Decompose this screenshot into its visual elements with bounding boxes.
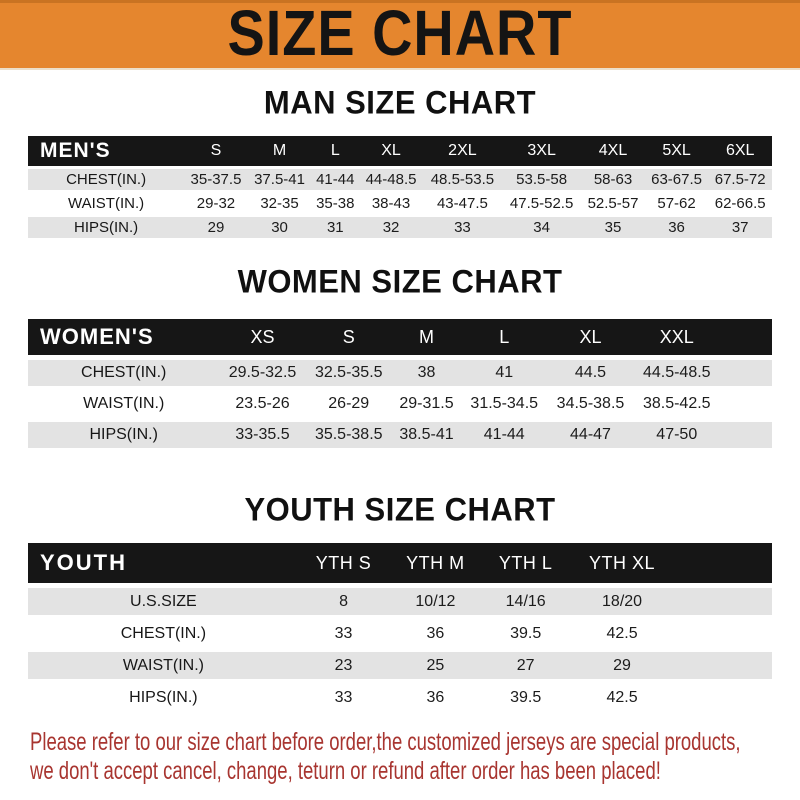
section-men (0, 83, 800, 241)
size-cell: 38 (392, 360, 461, 386)
men-section-heading: MAN SIZE CHART (263, 83, 537, 122)
size-cell: 29-31.5 (392, 391, 461, 417)
size-column-header: S (184, 136, 248, 166)
row-filler (720, 422, 772, 448)
size-cell: 35 (581, 217, 645, 238)
size-cell: 44-47 (547, 422, 633, 448)
women-size-table (28, 314, 772, 453)
size-row (28, 193, 772, 214)
size-cell: 39.5 (483, 620, 569, 647)
banner (0, 0, 800, 70)
size-column-header: 2XL (423, 136, 502, 166)
size-row (28, 684, 772, 711)
size-cell: 67.5-72 (708, 169, 772, 190)
row-label: WAIST(IN.) (28, 193, 184, 214)
size-row (28, 391, 772, 417)
size-cell: 62-66.5 (708, 193, 772, 214)
size-column-header: YTH L (483, 543, 569, 583)
size-cell: 47-50 (634, 422, 720, 448)
size-row (28, 422, 772, 448)
size-row (28, 217, 772, 238)
size-column-header: 5XL (645, 136, 709, 166)
size-column-header: L (311, 136, 359, 166)
header-filler (675, 543, 772, 583)
size-cell: 29.5-32.5 (219, 360, 305, 386)
row-filler (675, 588, 772, 615)
size-cell: 44.5-48.5 (634, 360, 720, 386)
row-label: HIPS(IN.) (28, 217, 184, 238)
row-label: WAIST(IN.) (28, 391, 219, 417)
row-filler (675, 652, 772, 679)
size-cell: 38.5-41 (392, 422, 461, 448)
size-cell: 18/20 (569, 588, 675, 615)
size-header-row (28, 543, 772, 583)
size-row (28, 360, 772, 386)
size-cell: 35-37.5 (184, 169, 248, 190)
size-cell: 47.5-52.5 (502, 193, 581, 214)
row-label: CHEST(IN.) (28, 620, 299, 647)
row-filler (675, 620, 772, 647)
men-size-table (28, 133, 772, 241)
row-label: WAIST(IN.) (28, 652, 299, 679)
size-cell: 52.5-57 (581, 193, 645, 214)
section-youth (0, 490, 800, 716)
size-cell: 34 (502, 217, 581, 238)
size-cell: 14/16 (483, 588, 569, 615)
row-label: HIPS(IN.) (28, 422, 219, 448)
size-cell: 38-43 (359, 193, 423, 214)
size-cell: 44-48.5 (359, 169, 423, 190)
size-column-header: L (461, 319, 547, 355)
size-cell: 26-29 (306, 391, 392, 417)
section-women (0, 262, 800, 453)
size-cell: 23.5-26 (219, 391, 305, 417)
size-cell: 48.5-53.5 (423, 169, 502, 190)
size-cell: 41-44 (461, 422, 547, 448)
size-cell: 10/12 (388, 588, 482, 615)
size-column-header: 3XL (502, 136, 581, 166)
row-label: U.S.SIZE (28, 588, 299, 615)
table-title: MEN'S (28, 136, 184, 166)
size-cell: 33 (423, 217, 502, 238)
size-cell: 32.5-35.5 (306, 360, 392, 386)
row-filler (720, 391, 772, 417)
size-column-header: XL (547, 319, 633, 355)
footer-note (30, 728, 800, 786)
size-cell: 58-63 (581, 169, 645, 190)
size-cell: 33 (299, 684, 388, 711)
size-cell: 41-44 (311, 169, 359, 190)
size-row (28, 620, 772, 647)
size-cell: 33 (299, 620, 388, 647)
size-cell: 42.5 (569, 620, 675, 647)
size-cell: 33-35.5 (219, 422, 305, 448)
size-cell: 39.5 (483, 684, 569, 711)
size-cell: 35-38 (311, 193, 359, 214)
size-column-header: XL (359, 136, 423, 166)
size-cell: 57-62 (645, 193, 709, 214)
page-title: SIZE CHART (227, 0, 573, 70)
size-cell: 42.5 (569, 684, 675, 711)
size-cell: 37.5-41 (248, 169, 312, 190)
row-label: CHEST(IN.) (28, 360, 219, 386)
size-column-header: 6XL (708, 136, 772, 166)
row-filler (720, 360, 772, 386)
youth-size-table (28, 538, 772, 716)
size-cell: 36 (645, 217, 709, 238)
youth-section-heading: YOUTH SIZE CHART (244, 490, 556, 529)
women-section-heading: WOMEN SIZE CHART (237, 262, 563, 301)
size-row (28, 588, 772, 615)
size-column-header: S (306, 319, 392, 355)
size-cell: 32-35 (248, 193, 312, 214)
size-cell: 43-47.5 (423, 193, 502, 214)
row-label: HIPS(IN.) (28, 684, 299, 711)
size-row (28, 652, 772, 679)
size-cell: 53.5-58 (502, 169, 581, 190)
size-cell: 32 (359, 217, 423, 238)
size-row (28, 169, 772, 190)
size-cell: 8 (299, 588, 388, 615)
size-cell: 44.5 (547, 360, 633, 386)
size-column-header: M (392, 319, 461, 355)
size-column-header: XXL (634, 319, 720, 355)
size-cell: 23 (299, 652, 388, 679)
size-cell: 29-32 (184, 193, 248, 214)
size-cell: 31 (311, 217, 359, 238)
size-cell: 29 (569, 652, 675, 679)
size-cell: 35.5-38.5 (306, 422, 392, 448)
size-column-header: YTH S (299, 543, 388, 583)
size-cell: 29 (184, 217, 248, 238)
table-title: WOMEN'S (28, 319, 219, 355)
table-title: YOUTH (28, 543, 299, 583)
size-header-row (28, 136, 772, 166)
footer-line-2: we don't accept cancel, change, teturn or refund after order has been placed! (30, 757, 661, 785)
size-cell: 25 (388, 652, 482, 679)
size-cell: 41 (461, 360, 547, 386)
size-cell: 36 (388, 684, 482, 711)
row-filler (675, 684, 772, 711)
size-column-header: 4XL (581, 136, 645, 166)
footer-line-1: Please refer to our size chart before order,the customized jerseys are special products, (30, 728, 741, 756)
size-cell: 37 (708, 217, 772, 238)
size-column-header: XS (219, 319, 305, 355)
size-column-header: YTH XL (569, 543, 675, 583)
size-cell: 31.5-34.5 (461, 391, 547, 417)
size-column-header: M (248, 136, 312, 166)
row-label: CHEST(IN.) (28, 169, 184, 190)
size-column-header: YTH M (388, 543, 482, 583)
size-cell: 63-67.5 (645, 169, 709, 190)
size-cell: 30 (248, 217, 312, 238)
header-filler (720, 319, 772, 355)
size-cell: 34.5-38.5 (547, 391, 633, 417)
size-cell: 27 (483, 652, 569, 679)
size-cell: 38.5-42.5 (634, 391, 720, 417)
size-cell: 36 (388, 620, 482, 647)
size-header-row (28, 319, 772, 355)
